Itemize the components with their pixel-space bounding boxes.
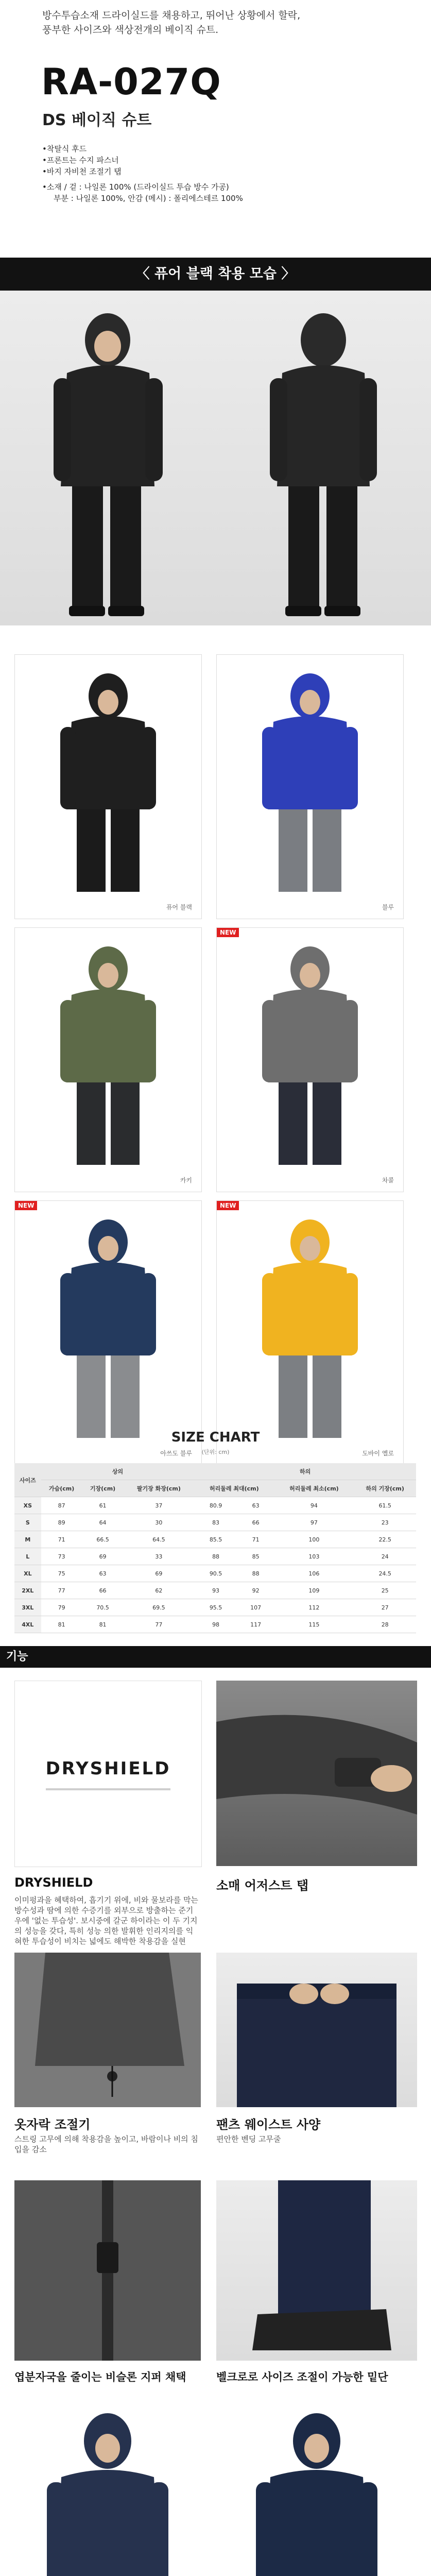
- size-value-cell: 71: [41, 1531, 82, 1548]
- model-photo: [216, 2395, 417, 2576]
- color-model-figure: [15, 655, 201, 902]
- color-label: 도바이 옐로: [362, 1450, 394, 1457]
- product-code: RA-027Q: [41, 61, 221, 103]
- size-value-cell: 95.5: [194, 1599, 237, 1616]
- size-value-cell: 85.5: [194, 1531, 237, 1548]
- zipper-figure: [14, 2180, 201, 2361]
- size-row: [14, 1531, 416, 1548]
- size-value-cell: 69: [124, 1565, 195, 1582]
- feature-title-waist: 팬츠 웨이스트 사양: [216, 2117, 321, 2132]
- size-row: [14, 1497, 416, 1514]
- dryshield-logo: DRYSHIELD: [45, 1758, 171, 1779]
- size-value-cell: 98: [194, 1616, 237, 1633]
- photo-hem-adjust: [14, 1953, 201, 2107]
- feature-desc-waist: 편안한 벤딩 고무줄: [216, 2134, 281, 2144]
- size-value-cell: 88: [194, 1548, 237, 1565]
- material-spec: [42, 181, 243, 204]
- photo-pants-waist: [216, 1953, 417, 2107]
- size-value-cell: 106: [274, 1565, 354, 1582]
- size-value-cell: 88: [237, 1565, 274, 1582]
- new-badge: NEW: [217, 928, 239, 937]
- size-value-cell: 24: [354, 1548, 416, 1565]
- waist-figure: [216, 1953, 417, 2107]
- material-line-1: •소재 / 겉 : 나일론 100% (드라이실드 투습 방수 가공): [42, 182, 229, 192]
- feature-desc-hem: 스트링 고무에 의해 착용감을 높이고, 바람이나 비의 침입을 감소: [14, 2134, 198, 2154]
- color-model-figure: [217, 655, 403, 902]
- product-name: DS 베이직 슈트: [42, 111, 152, 129]
- size-cell: M: [14, 1531, 41, 1548]
- intro-line-2: 풍부한 사이즈와 색상전개의 베이직 슈트.: [42, 24, 219, 36]
- color-card[interactable]: [14, 654, 202, 919]
- header-chest: 가슴(cm): [41, 1480, 82, 1497]
- material-line-2: 부분 : 나일론 100%, 안감 (메시) : 폴리에스테르 100%: [54, 194, 243, 203]
- size-cell: XL: [14, 1565, 41, 1582]
- feature-title-velcro: 벨크로로 사이즈 조절이 가능한 밑단: [216, 2371, 388, 2383]
- color-label: 퓨어 블랙: [166, 904, 192, 911]
- size-value-cell: 81: [82, 1616, 124, 1633]
- color-card[interactable]: [216, 1200, 404, 1465]
- color-card[interactable]: [216, 927, 404, 1192]
- size-cell: XS: [14, 1497, 41, 1514]
- size-value-cell: 87: [41, 1497, 82, 1514]
- size-cell: 3XL: [14, 1599, 41, 1616]
- size-value-cell: 62: [124, 1582, 195, 1599]
- size-value-cell: 28: [354, 1616, 416, 1633]
- size-row: [14, 1599, 416, 1616]
- model-figure: [14, 2395, 201, 2576]
- size-row: [14, 1514, 416, 1531]
- model-photo-front: [0, 291, 215, 625]
- size-value-cell: 25: [354, 1582, 416, 1599]
- size-value-cell: 79: [41, 1599, 82, 1616]
- size-value-cell: 33: [124, 1548, 195, 1565]
- photo-velcro-hem: [216, 2180, 417, 2361]
- size-cell: L: [14, 1548, 41, 1565]
- size-value-cell: 64: [82, 1514, 124, 1531]
- color-card[interactable]: [14, 927, 202, 1192]
- photo-sleeve-adjust: [216, 1681, 417, 1866]
- size-value-cell: 37: [124, 1497, 195, 1514]
- bullet-item: •바지 자비천 조절기 탭: [42, 167, 122, 176]
- photo-zipper: [14, 2180, 201, 2361]
- size-value-cell: 75: [41, 1565, 82, 1582]
- feature-title-zipper: 엽분자국을 줄이는 비슬론 지퍼 채택: [14, 2371, 186, 2383]
- header-group-top: 상의: [41, 1463, 195, 1480]
- color-label: 차콜: [382, 1177, 394, 1184]
- size-value-cell: 69: [82, 1548, 124, 1565]
- new-badge: NEW: [15, 1201, 37, 1210]
- size-value-cell: 23: [354, 1514, 416, 1531]
- size-value-cell: 107: [237, 1599, 274, 1616]
- features-header: 기능: [0, 1646, 431, 1668]
- size-value-cell: 73: [41, 1548, 82, 1565]
- size-value-cell: 63: [237, 1497, 274, 1514]
- size-value-cell: 85: [237, 1548, 274, 1565]
- feature-bullets: [42, 143, 122, 177]
- size-value-cell: 63: [82, 1565, 124, 1582]
- size-cell: 4XL: [14, 1616, 41, 1633]
- size-value-cell: 109: [274, 1582, 354, 1599]
- model-photo: [14, 2395, 201, 2576]
- size-value-cell: 64.5: [124, 1531, 195, 1548]
- bullet-item: •프론트는 수지 파스너: [42, 156, 119, 165]
- size-value-cell: 30: [124, 1514, 195, 1531]
- header-waist-min: 허리둘레 최소(cm): [274, 1480, 354, 1497]
- dryshield-logo-box: [14, 1681, 202, 1867]
- color-card[interactable]: [14, 1200, 202, 1465]
- new-badge: NEW: [217, 1201, 239, 1210]
- model-photo-back: [215, 291, 431, 625]
- size-value-cell: 27: [354, 1599, 416, 1616]
- size-value-cell: 89: [41, 1514, 82, 1531]
- feature-title-hem: 옷자락 조절기: [14, 2117, 91, 2132]
- feature-title-sleeve: 소매 어저스트 탭: [216, 1878, 308, 1893]
- size-row: [14, 1565, 416, 1582]
- size-value-cell: 97: [274, 1514, 354, 1531]
- size-value-cell: 100: [274, 1531, 354, 1548]
- color-label: 아쓰도 블루: [160, 1450, 192, 1457]
- intro-line-1: 방수투습소재 드라이실드를 채용하고, 뛰어난 상황에서 할락,: [42, 10, 301, 21]
- feature-desc-dryshield: 이미펑과을 혜택하여, 흡기기 위에, 비와 물보라를 막는 방수성과 땀에 의한 수증기를 외부으로 방출하는 준기우에 '없는 투습성'. 보시중에 갈군 하이라는 이 두 기지의 성능을 갖다, 특히 성능 의한 발휘한 인리지의를 익혀한 투습성이 비치는 넓에도 해박한 착용감을 실현: [14, 1895, 198, 1946]
- header-sleeve: 팔기장 화장(cm): [124, 1480, 195, 1497]
- size-value-cell: 77: [124, 1616, 195, 1633]
- bullet-item: •착탈식 후드: [42, 144, 87, 154]
- size-chart-table: [14, 1463, 416, 1633]
- size-value-cell: 103: [274, 1548, 354, 1565]
- size-value-cell: 69.5: [124, 1599, 195, 1616]
- size-chart-unit: (단위: cm): [201, 1449, 230, 1455]
- header-waist-max: 허리둘레 최대(cm): [194, 1480, 274, 1497]
- size-value-cell: 61.5: [354, 1497, 416, 1514]
- header-pants-length: 하의 기장(cm): [354, 1480, 416, 1497]
- color-card[interactable]: [216, 654, 404, 919]
- size-row: [14, 1616, 416, 1633]
- model-front-figure: [0, 291, 215, 625]
- size-value-cell: 24.5: [354, 1565, 416, 1582]
- size-value-cell: 92: [237, 1582, 274, 1599]
- size-value-cell: 61: [82, 1497, 124, 1514]
- size-row: [14, 1582, 416, 1599]
- size-value-cell: 94: [274, 1497, 354, 1514]
- size-cell: S: [14, 1514, 41, 1531]
- size-value-cell: 112: [274, 1599, 354, 1616]
- size-value-cell: 71: [237, 1531, 274, 1548]
- color-model-figure: [15, 928, 201, 1175]
- size-chart-title: SIZE CHART: [171, 1430, 260, 1445]
- size-value-cell: 117: [237, 1616, 274, 1633]
- size-value-cell: 22.5: [354, 1531, 416, 1548]
- color-label: 블루: [382, 904, 394, 911]
- header-length: 기장(cm): [82, 1480, 124, 1497]
- color-model-figure: [217, 928, 403, 1175]
- logo-underline: [46, 1788, 170, 1790]
- header-group-bottom: 하의: [194, 1463, 416, 1480]
- feature-title-dryshield: DRYSHIELD: [14, 1875, 93, 1890]
- color-label: 카키: [180, 1177, 192, 1184]
- size-value-cell: 81: [41, 1616, 82, 1633]
- color-model-figure: [15, 1201, 201, 1448]
- size-value-cell: 66: [82, 1582, 124, 1599]
- size-value-cell: 83: [194, 1514, 237, 1531]
- model-back-figure: [215, 291, 431, 625]
- size-value-cell: 66.5: [82, 1531, 124, 1548]
- color-model-figure: [217, 1201, 403, 1448]
- size-value-cell: 90.5: [194, 1565, 237, 1582]
- size-chart-body: [14, 1497, 416, 1633]
- model-figure: [216, 2395, 417, 2576]
- size-value-cell: 93: [194, 1582, 237, 1599]
- sleeve-figure: [216, 1681, 417, 1866]
- velcro-figure: [216, 2180, 417, 2361]
- wearing-banner: 〈 퓨어 블랙 착용 모습 〉: [0, 258, 431, 291]
- size-value-cell: 80.9: [194, 1497, 237, 1514]
- size-value-cell: 77: [41, 1582, 82, 1599]
- size-row: [14, 1548, 416, 1565]
- size-value-cell: 70.5: [82, 1599, 124, 1616]
- size-cell: 2XL: [14, 1582, 41, 1599]
- size-value-cell: 66: [237, 1514, 274, 1531]
- header-size: 사이즈: [14, 1463, 41, 1497]
- size-value-cell: 115: [274, 1616, 354, 1633]
- hem-figure: [14, 1953, 201, 2107]
